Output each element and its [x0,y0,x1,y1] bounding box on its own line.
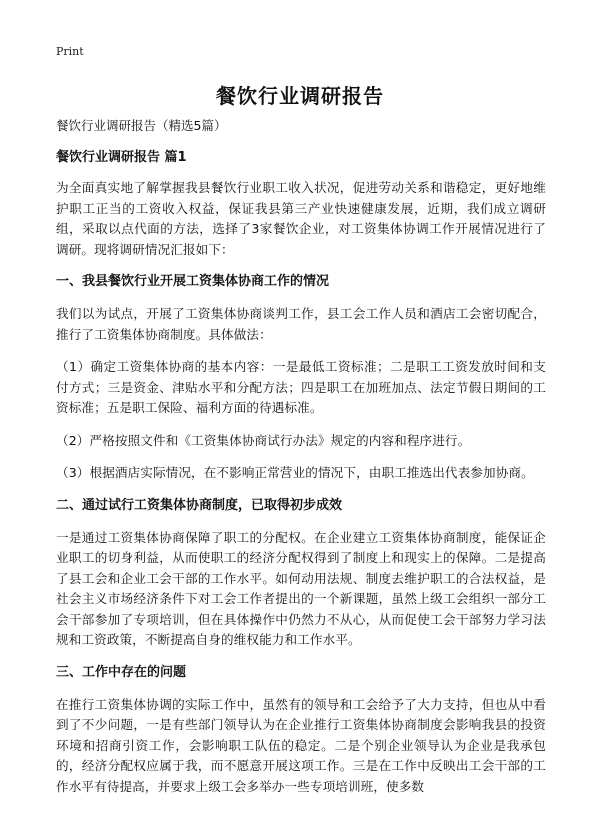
print-label: Print [56,45,84,58]
document-subtitle: 餐饮行业调研报告（精选5篇） [56,118,227,133]
section-1-item-2: （2）严格按照文件和《工资集体协商试行办法》规定的内容和程序进行。 [56,432,471,448]
section-1-item-3: （3）根据酒店实际情况，在不影响正常营业的情况下，由职工推选出代表参加协商。 [56,465,534,480]
section-1-item-1: （1）确定工资集体协商的基本内容：一是最低工资标准；二是职工工资发放时间和支付方式；三是资金、津贴水平和分配方法；四是职工在加班加点、法定节假日期间的工资标准；五是职工保险、福利方面的待遇标准。 [56,359,546,415]
document-body [56,116,546,809]
section-1-heading: 一、我县餐饮行业开展工资集体协商工作的情况 [56,274,330,289]
page-title: 餐饮行业调研报告 [216,84,384,108]
section-3-heading: 三、工作中存在的问题 [56,664,187,680]
section-2-paragraph: 一是通过工资集体协商保障了职工的分配权。在企业建立工资集体协商制度，能保证企业职工的切身利益，从而使职工的经济分配权得到了制度上和现实上的保障。二是提高了县工会和企业工会干部的工作水平。如何动用法规、制度去维护职工的合法权益，是社会主义市场经济条件下对工会工作者提出的一个新课题，虽然上级工会组织一部分工会干部参加了专项培训，但在具体操作中仍然力不从心，从而促使工会干部努力学习法规和工资政策，不断提高自身的维权能力和工作水平。 [56,529,546,647]
article-title: 餐饮行业调研报告 篇1 [56,150,187,165]
section-1-paragraph: 我们以为试点，开展了工资集体协商谈判工作，县工会工作人员和酒店工会密切配合，推行了工资集体协商制度。具体做法： [56,306,546,342]
section-3-paragraph: 在推行工资集体协调的实际工作中，虽然有的领导和工会给予了大力支持，但也从中看到了不少问题，一是有些部门领导认为在企业推行工资集体协商制度会影响我县的投资环境和招商引资工作，会影响职工队伍的稳定。二是个别企业领导认为企业是我承包的，经济分配权应属于我，而不愿意开展这项工作。三是在工作中反映出工会干部的工作水平有待提高，并要求上级工会多举办一些专项培训班，使多数 [56,696,546,794]
intro-paragraph: 为全面真实地了解掌握我县餐饮行业职工收入状况，促进劳动关系和谐稳定，更好地维护职工正当的工资收入权益，保证我县第三产业快速健康发展，近期，我们成立调研组，采取以点代面的方法，选择了3家餐饮企业，对工资集体协调工作开展情况进行了调研。现将调研情况汇报如下： [56,180,546,257]
section-2-heading: 二、通过试行工资集体协商制度，已取得初步成效 [56,497,343,513]
